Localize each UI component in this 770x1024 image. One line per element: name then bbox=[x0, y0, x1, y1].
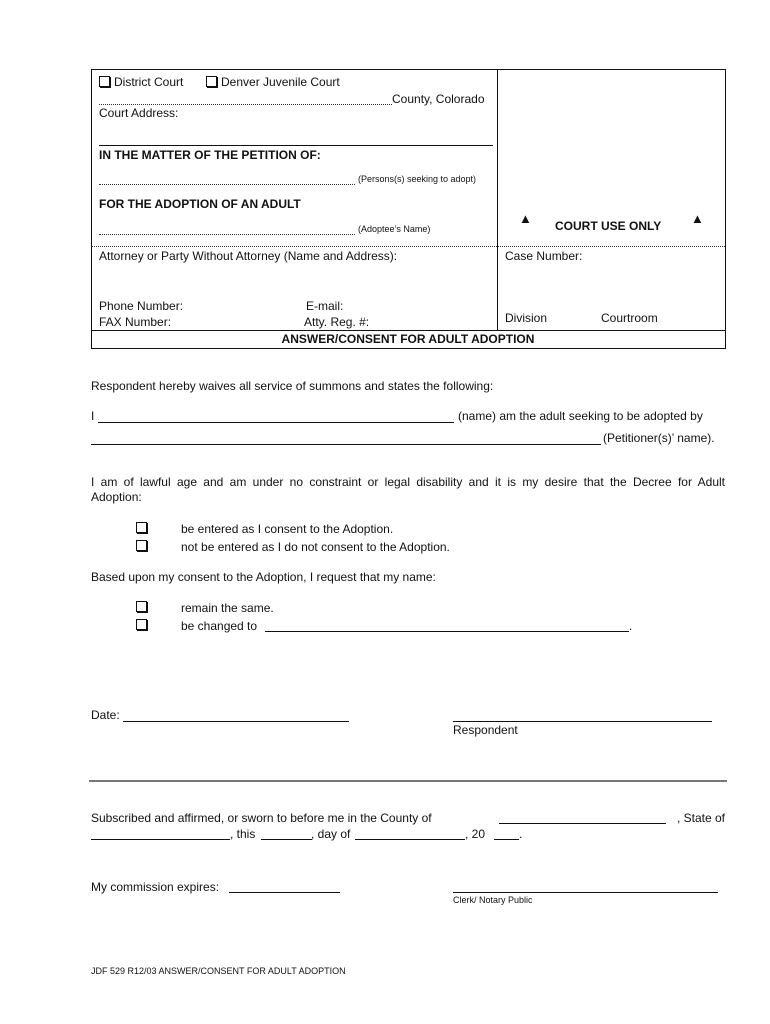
checkbox-icon[interactable] bbox=[136, 540, 147, 551]
i-label: I bbox=[91, 409, 95, 423]
checkbox-icon[interactable] bbox=[206, 76, 217, 87]
adoption-heading: FOR THE ADOPTION OF AN ADULT bbox=[99, 197, 301, 211]
remain-same-label: remain the same. bbox=[181, 601, 274, 615]
changed-label: be changed to bbox=[181, 619, 258, 633]
day-field[interactable] bbox=[355, 839, 465, 840]
courtroom-label: Courtroom bbox=[601, 311, 658, 325]
form-footer: JDF 529 R12/03 ANSWER/CONSENT FOR ADULT ADOPTION bbox=[91, 966, 346, 976]
checkbox-icon[interactable] bbox=[99, 76, 110, 87]
county-field[interactable] bbox=[499, 823, 666, 824]
year-field[interactable] bbox=[494, 839, 519, 840]
petitioners-label: (Petitioner(s)’ name). bbox=[603, 431, 715, 445]
respondent-label: Respondent bbox=[453, 723, 518, 737]
this-field[interactable] bbox=[261, 839, 312, 840]
day-of-label: , day of bbox=[311, 827, 351, 841]
commission-label: My commission expires: bbox=[91, 880, 220, 894]
lawful-age-line2: Adoption: bbox=[91, 490, 142, 504]
no-consent-checkbox[interactable] bbox=[136, 539, 151, 553]
date-field[interactable] bbox=[123, 721, 349, 722]
county-label: County, Colorado bbox=[392, 92, 485, 106]
atty-reg-label: Atty. Reg. #: bbox=[304, 315, 370, 329]
county-line[interactable] bbox=[99, 104, 392, 105]
this-label: , this bbox=[230, 827, 256, 841]
caption-top-border bbox=[91, 69, 725, 70]
adoptee-name-line[interactable] bbox=[99, 234, 355, 235]
changed-checkbox[interactable] bbox=[136, 618, 151, 632]
court-address-label: Court Address: bbox=[99, 106, 179, 120]
attorney-label: Attorney or Party Without Attorney (Name and Address): bbox=[99, 249, 398, 263]
commission-field[interactable] bbox=[229, 892, 340, 893]
adoptee-name-field[interactable] bbox=[98, 422, 454, 423]
caption-right-border bbox=[725, 69, 726, 349]
up-arrow-icon: ▲ bbox=[691, 211, 704, 226]
court-use-only-label: COURT USE ONLY bbox=[555, 219, 662, 233]
period: . bbox=[629, 619, 633, 633]
checkbox-icon[interactable] bbox=[136, 619, 147, 630]
intro-text: Respondent hereby waives all service of summons and states the following: bbox=[91, 379, 494, 393]
consent-option-label: be entered as I consent to the Adoption. bbox=[181, 522, 394, 536]
name-suffix-text: (name) am the adult seeking to be adopted by bbox=[458, 409, 703, 423]
subscribed-text: Subscribed and affirmed, or sworn to before me in the County of bbox=[91, 811, 432, 825]
state-of-label: , State of bbox=[676, 811, 725, 825]
fax-label: FAX Number: bbox=[99, 315, 172, 329]
date-label: Date: bbox=[91, 708, 120, 722]
matter-heading: IN THE MATTER OF THE PETITION OF: bbox=[99, 148, 321, 162]
checkbox-icon[interactable] bbox=[136, 601, 147, 612]
form-title: ANSWER/CONSENT FOR ADULT ADOPTION bbox=[281, 332, 535, 346]
respondent-signature-line[interactable] bbox=[453, 721, 712, 722]
checkbox-icon[interactable] bbox=[136, 522, 147, 533]
phone-label: Phone Number: bbox=[99, 299, 184, 313]
caption-left-border bbox=[91, 69, 92, 349]
caption-title-divider bbox=[91, 330, 725, 331]
notary-period: . bbox=[519, 827, 523, 841]
no-consent-option-label: not be entered as I do not consent to the Adoption. bbox=[181, 540, 450, 554]
name-request-text: Based upon my consent to the Adoption, I request that my name: bbox=[91, 570, 436, 584]
consent-checkbox[interactable] bbox=[136, 521, 151, 535]
section-divider bbox=[89, 780, 727, 782]
remain-same-checkbox[interactable] bbox=[136, 600, 151, 614]
notary-signature-line[interactable] bbox=[453, 892, 718, 893]
new-name-field[interactable] bbox=[265, 631, 629, 632]
division-label: Division bbox=[505, 311, 548, 325]
email-label: E-mail: bbox=[306, 299, 344, 313]
adoptee-name-label: (Adoptee’s Name) bbox=[358, 224, 431, 234]
state-field[interactable] bbox=[91, 839, 230, 840]
lawful-age-line1: I am of lawful age and am under no constraint or legal disability and it is my desire that the Decree for Adult bbox=[91, 475, 725, 489]
year-label: , 20 bbox=[465, 827, 486, 841]
court-address-line[interactable] bbox=[99, 145, 493, 146]
caption-bottom-border bbox=[91, 348, 725, 349]
case-number-label: Case Number: bbox=[505, 249, 583, 263]
petitioner-name-line[interactable] bbox=[99, 184, 355, 185]
up-arrow-icon: ▲ bbox=[519, 211, 532, 226]
persons-seeking-label: (Persons(s) seeking to adopt) bbox=[358, 174, 477, 184]
clerk-notary-label: Clerk/ Notary Public bbox=[453, 895, 533, 905]
juvenile-court-option[interactable]: Denver Juvenile Court bbox=[206, 75, 340, 89]
caption-divider-dotted bbox=[91, 246, 725, 247]
petitioner-name-field[interactable] bbox=[91, 444, 601, 445]
district-court-option[interactable]: District Court bbox=[99, 75, 183, 89]
caption-center-divider bbox=[497, 69, 498, 330]
